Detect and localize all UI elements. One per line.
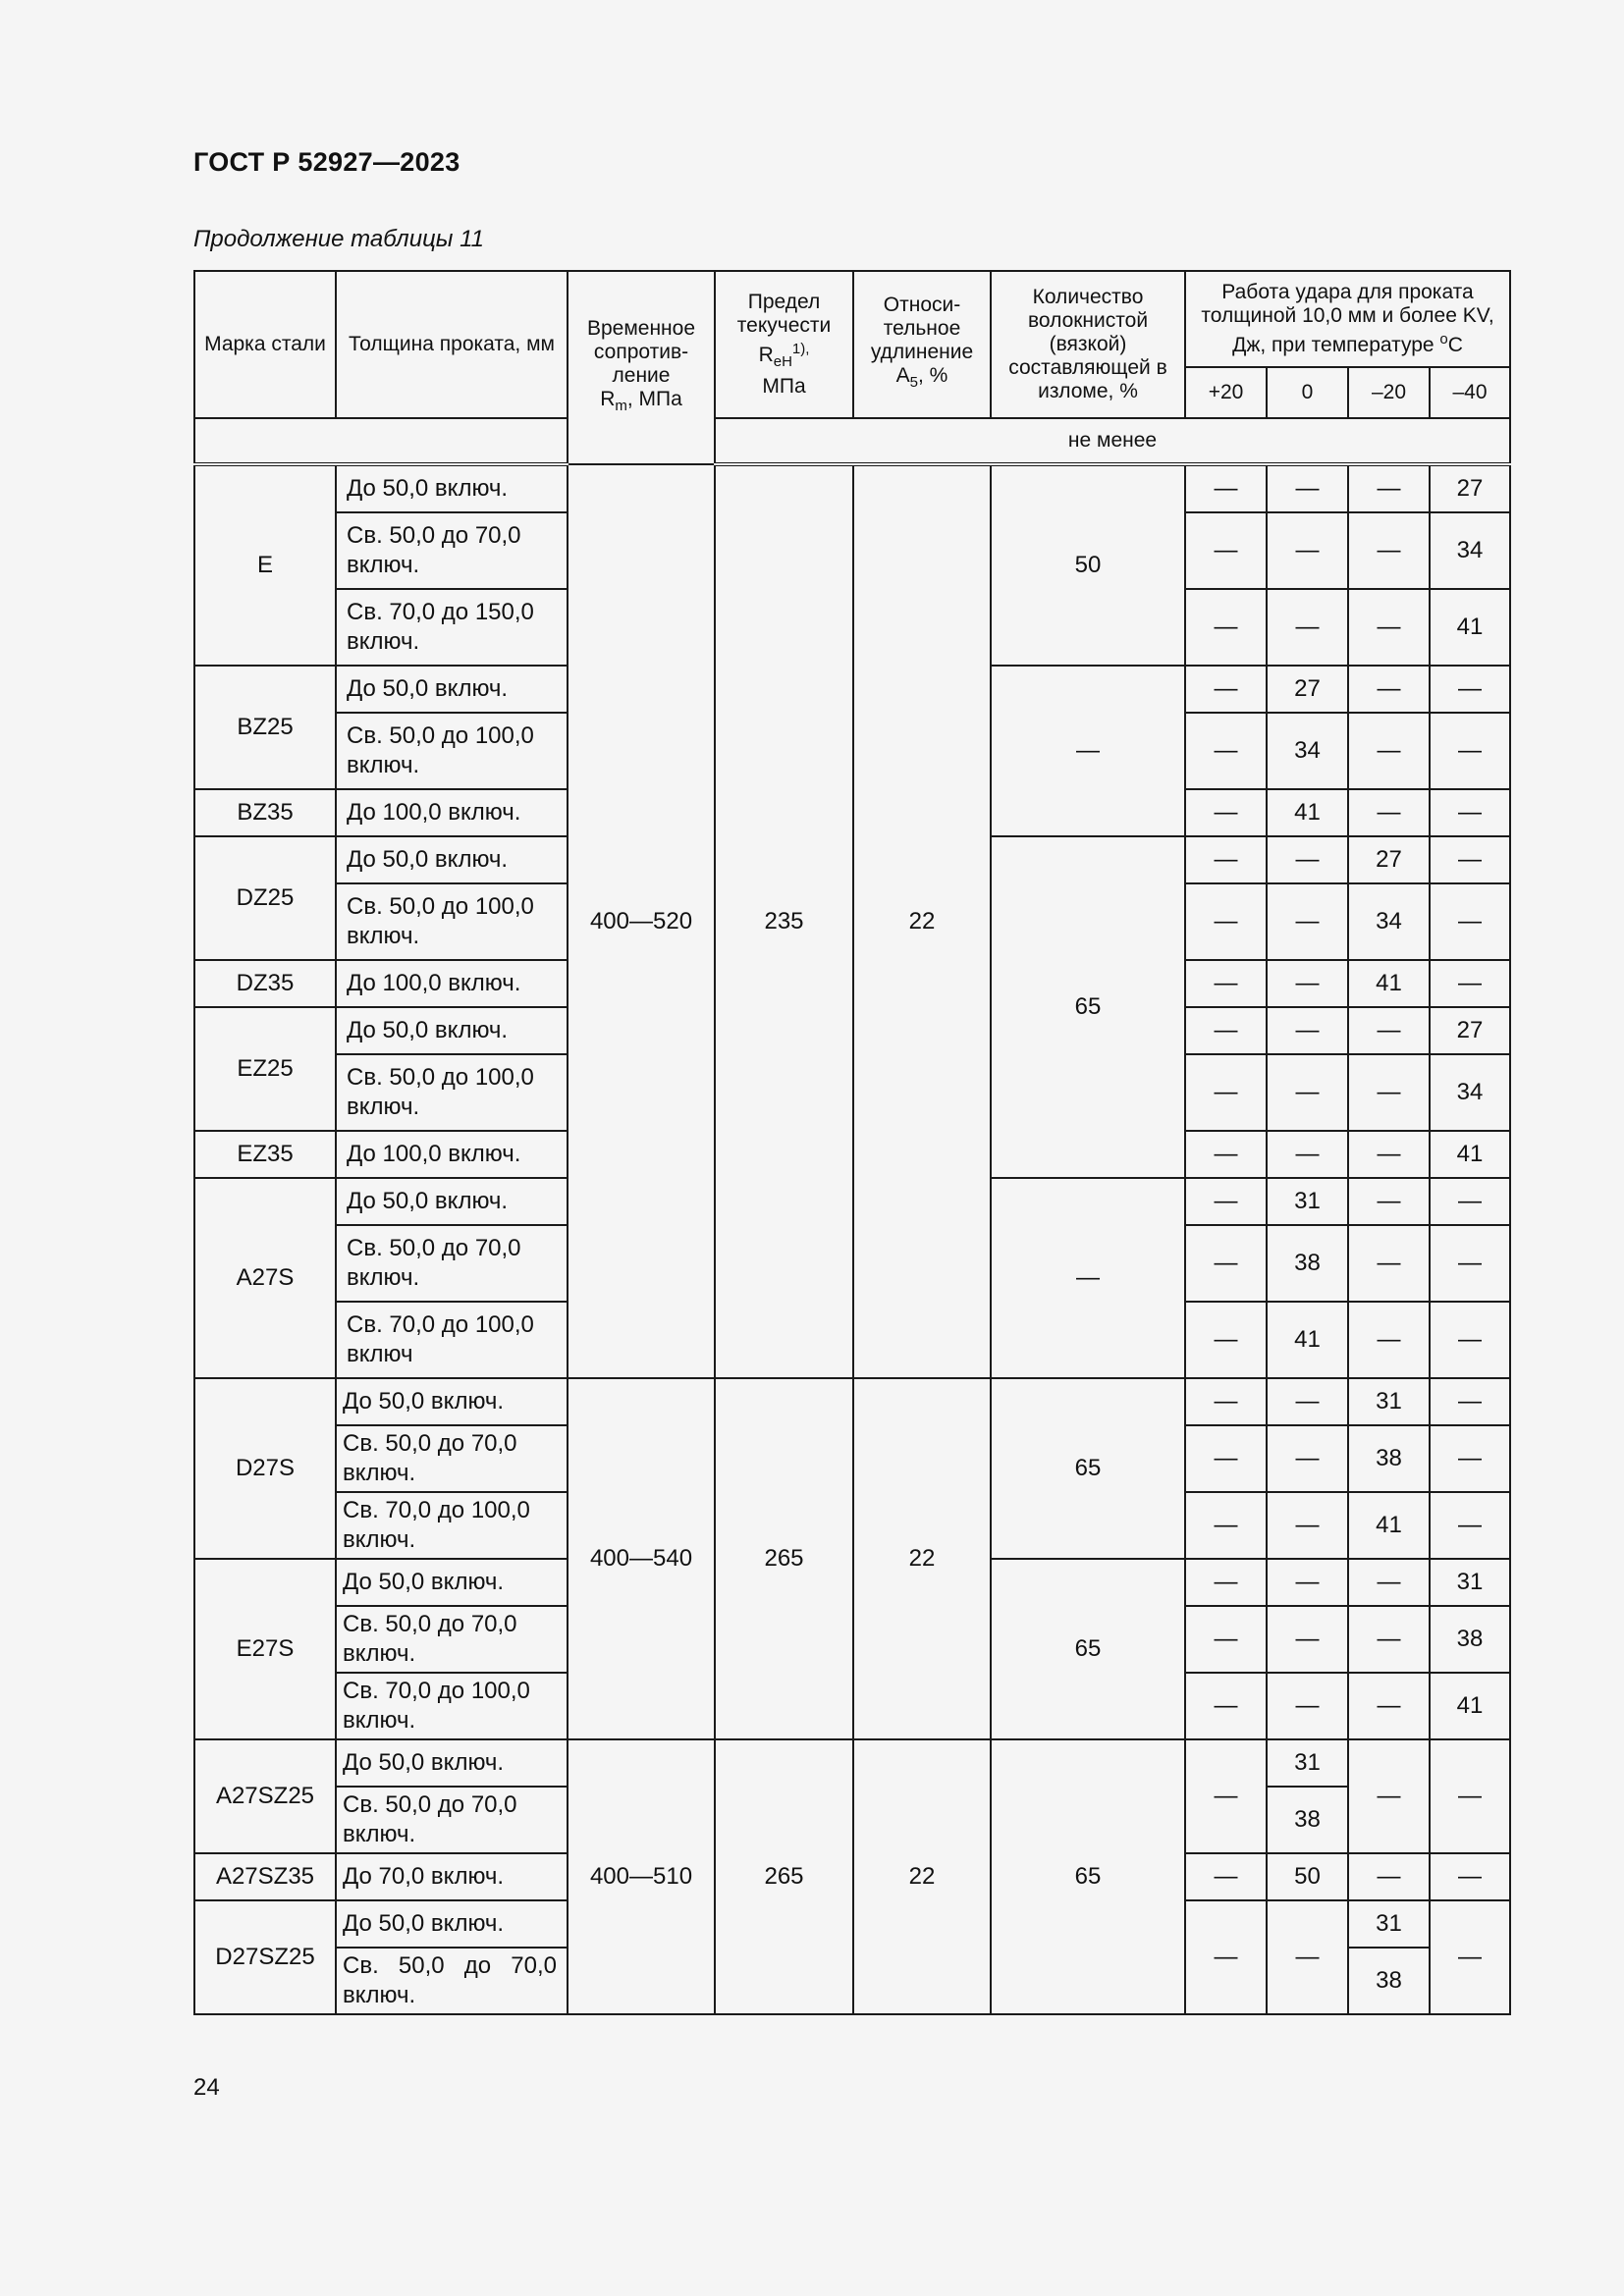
kv-cell: 38 xyxy=(1267,1225,1348,1302)
kv-cell: — xyxy=(1430,1302,1510,1378)
yield-cell: 235 xyxy=(715,464,853,1378)
kv-cell: — xyxy=(1185,836,1267,883)
kv-cell: — xyxy=(1185,512,1267,589)
thickness-cell: До 50,0 включ. xyxy=(336,464,568,512)
grade-cell: DZ25 xyxy=(194,836,336,960)
yield-cell: 265 xyxy=(715,1378,853,1739)
kv-cell: 41 xyxy=(1348,1492,1430,1559)
thickness-cell: Св. 50,0 до 70,0 включ. xyxy=(336,512,568,589)
kv-cell: — xyxy=(1348,1302,1430,1378)
kv-cell: — xyxy=(1348,1225,1430,1302)
kv-cell: — xyxy=(1185,883,1267,960)
thickness-cell: Св. 50,0 до 70,0 включ. xyxy=(336,1948,568,2014)
kv-cell: — xyxy=(1267,960,1348,1007)
header-temp-minus40: –40 xyxy=(1430,367,1510,418)
fiber-cell: 50 xyxy=(991,464,1185,666)
thickness-cell: До 50,0 включ. xyxy=(336,1378,568,1425)
kv-cell: — xyxy=(1267,1673,1348,1739)
thickness-cell: До 100,0 включ. xyxy=(336,1131,568,1178)
kv-cell: — xyxy=(1185,1853,1267,1900)
header-min-note: не менее xyxy=(715,418,1510,464)
grade-cell: EZ35 xyxy=(194,1131,336,1178)
grade-cell: A27SZ25 xyxy=(194,1739,336,1853)
kv-cell: 41 xyxy=(1430,1673,1510,1739)
thickness-cell: Св. 70,0 до 100,0 включ xyxy=(336,1302,568,1378)
kv-cell: — xyxy=(1348,512,1430,589)
kv-cell: 31 xyxy=(1267,1739,1348,1787)
kv-cell: — xyxy=(1185,1559,1267,1606)
kv-cell: — xyxy=(1185,1302,1267,1378)
grade-cell: DZ35 xyxy=(194,960,336,1007)
kv-cell: 34 xyxy=(1267,713,1348,789)
kv-cell: — xyxy=(1185,1425,1267,1492)
elongation-cell: 22 xyxy=(853,1739,991,2014)
thickness-cell: До 50,0 включ. xyxy=(336,1900,568,1948)
thickness-cell: Св. 50,0 до 70,0 включ. xyxy=(336,1787,568,1853)
header-tensile: Временное сопротив-ление $R_m$, МПа xyxy=(568,271,715,464)
kv-cell: — xyxy=(1185,1492,1267,1559)
kv-cell: — xyxy=(1430,1853,1510,1900)
kv-cell: 38 xyxy=(1348,1425,1430,1492)
kv-cell: — xyxy=(1267,1559,1348,1606)
header-blank xyxy=(194,418,568,464)
kv-cell: — xyxy=(1430,1425,1510,1492)
fiber-cell: 65 xyxy=(991,1378,1185,1559)
kv-cell: 41 xyxy=(1348,960,1430,1007)
kv-cell: — xyxy=(1185,960,1267,1007)
kv-cell: 34 xyxy=(1430,512,1510,589)
table-row xyxy=(194,464,1510,512)
kv-cell: — xyxy=(1267,1054,1348,1131)
kv-cell: — xyxy=(1430,1378,1510,1425)
kv-cell: 31 xyxy=(1430,1559,1510,1606)
kv-cell: — xyxy=(1185,1131,1267,1178)
table-row xyxy=(194,1378,1510,1425)
kv-cell: — xyxy=(1267,1492,1348,1559)
kv-cell: — xyxy=(1348,1853,1430,1900)
thickness-cell: До 100,0 включ. xyxy=(336,960,568,1007)
kv-cell: — xyxy=(1185,713,1267,789)
kv-cell: — xyxy=(1185,1739,1267,1853)
kv-cell: — xyxy=(1348,1559,1430,1606)
kv-cell: — xyxy=(1348,1178,1430,1225)
kv-cell: — xyxy=(1430,789,1510,836)
header-temp-0: 0 xyxy=(1267,367,1348,418)
kv-cell: — xyxy=(1185,1673,1267,1739)
grade-cell: A27S xyxy=(194,1178,336,1378)
thickness-cell: Св. 70,0 до 100,0 включ. xyxy=(336,1492,568,1559)
kv-cell: 41 xyxy=(1267,789,1348,836)
header-elongation: Относи-тельное удлинение $A_5$, % xyxy=(853,271,991,418)
kv-cell: — xyxy=(1430,713,1510,789)
header-yield: Предел текучести $R_{eH}^{1),}$ МПа xyxy=(715,271,853,418)
header-thickness: Толщина проката, мм xyxy=(336,271,568,418)
kv-cell: — xyxy=(1430,1900,1510,2014)
kv-cell: — xyxy=(1430,1492,1510,1559)
kv-cell: — xyxy=(1348,589,1430,666)
thickness-cell: Св. 50,0 до 70,0 включ. xyxy=(336,1606,568,1673)
kv-cell: 31 xyxy=(1348,1900,1430,1948)
kv-cell: — xyxy=(1267,464,1348,512)
elongation-cell: 22 xyxy=(853,464,991,1378)
kv-cell: — xyxy=(1267,512,1348,589)
table-caption: Продолжение таблицы 11 xyxy=(193,226,485,252)
kv-cell: — xyxy=(1430,836,1510,883)
kv-cell: — xyxy=(1348,666,1430,713)
kv-cell: 41 xyxy=(1430,589,1510,666)
kv-cell: — xyxy=(1348,1054,1430,1131)
thickness-cell: Св. 70,0 до 100,0 включ. xyxy=(336,1673,568,1739)
kv-cell: 50 xyxy=(1267,1853,1348,1900)
thickness-cell: До 50,0 включ. xyxy=(336,666,568,713)
header-temp-plus20: +20 xyxy=(1185,367,1267,418)
kv-cell: — xyxy=(1430,1225,1510,1302)
fiber-cell: — xyxy=(991,1178,1185,1378)
kv-cell: 38 xyxy=(1348,1948,1430,2014)
grade-cell: A27SZ35 xyxy=(194,1853,336,1900)
kv-cell: 31 xyxy=(1348,1378,1430,1425)
kv-cell: 31 xyxy=(1267,1178,1348,1225)
fiber-cell: 65 xyxy=(991,836,1185,1178)
header-temp-minus20: –20 xyxy=(1348,367,1430,418)
kv-cell: — xyxy=(1348,1673,1430,1739)
kv-cell: 27 xyxy=(1430,464,1510,512)
grade-cell: D27S xyxy=(194,1378,336,1559)
kv-cell: 38 xyxy=(1267,1787,1348,1853)
kv-cell: — xyxy=(1430,1739,1510,1853)
kv-cell: 27 xyxy=(1267,666,1348,713)
thickness-cell: До 100,0 включ. xyxy=(336,789,568,836)
thickness-cell: Св. 50,0 до 70,0 включ. xyxy=(336,1425,568,1492)
thickness-cell: До 50,0 включ. xyxy=(336,836,568,883)
kv-cell: — xyxy=(1185,1054,1267,1131)
kv-cell: — xyxy=(1267,1131,1348,1178)
yield-cell: 265 xyxy=(715,1739,853,2014)
kv-cell: — xyxy=(1267,883,1348,960)
grade-cell: E xyxy=(194,464,336,666)
kv-cell: — xyxy=(1348,1007,1430,1054)
kv-cell: — xyxy=(1185,1606,1267,1673)
kv-cell: — xyxy=(1267,1425,1348,1492)
kv-cell: — xyxy=(1267,1007,1348,1054)
thickness-cell: Св. 70,0 до 150,0 включ. xyxy=(336,589,568,666)
grade-cell: EZ25 xyxy=(194,1007,336,1131)
kv-cell: — xyxy=(1185,1178,1267,1225)
thickness-cell: Св. 50,0 до 70,0 включ. xyxy=(336,1225,568,1302)
grade-cell: BZ25 xyxy=(194,666,336,789)
kv-cell: — xyxy=(1185,1007,1267,1054)
tensile-cell: 400—510 xyxy=(568,1739,715,2014)
header-grade: Марка стали xyxy=(194,271,336,418)
kv-cell: — xyxy=(1185,789,1267,836)
grade-cell: E27S xyxy=(194,1559,336,1739)
kv-cell: — xyxy=(1430,666,1510,713)
header-fiber: Количество волокнистой (вязкой) составляющей в изломе, % xyxy=(991,271,1185,418)
kv-cell: — xyxy=(1267,1900,1348,2014)
steel-properties-table xyxy=(193,270,1511,2015)
kv-cell: — xyxy=(1348,789,1430,836)
thickness-cell: До 50,0 включ. xyxy=(336,1739,568,1787)
thickness-cell: До 50,0 включ. xyxy=(336,1178,568,1225)
page-number: 24 xyxy=(193,2074,220,2101)
kv-cell: — xyxy=(1430,1178,1510,1225)
header-impact: Работа удара для проката толщиной 10,0 мм и более KV, Дж, при температуре $^о$С xyxy=(1185,271,1510,367)
kv-cell: — xyxy=(1267,1378,1348,1425)
grade-cell: D27SZ25 xyxy=(194,1900,336,2014)
kv-cell: — xyxy=(1267,836,1348,883)
kv-cell: 38 xyxy=(1430,1606,1510,1673)
kv-cell: — xyxy=(1185,666,1267,713)
kv-cell: — xyxy=(1267,589,1348,666)
kv-cell: — xyxy=(1348,464,1430,512)
thickness-cell: Св. 50,0 до 100,0 включ. xyxy=(336,1054,568,1131)
fiber-cell: 65 xyxy=(991,1559,1185,1739)
kv-cell: 27 xyxy=(1348,836,1430,883)
kv-cell: 34 xyxy=(1430,1054,1510,1131)
kv-cell: — xyxy=(1267,1606,1348,1673)
kv-cell: — xyxy=(1185,1225,1267,1302)
thickness-cell: Св. 50,0 до 100,0 включ. xyxy=(336,883,568,960)
fiber-cell: — xyxy=(991,666,1185,836)
thickness-cell: До 70,0 включ. xyxy=(336,1853,568,1900)
fiber-cell: 65 xyxy=(991,1739,1185,2014)
elongation-cell: 22 xyxy=(853,1378,991,1739)
kv-cell: — xyxy=(1348,713,1430,789)
thickness-cell: Св. 50,0 до 100,0 включ. xyxy=(336,713,568,789)
kv-cell: — xyxy=(1430,960,1510,1007)
thickness-cell: До 50,0 включ. xyxy=(336,1007,568,1054)
kv-cell: 41 xyxy=(1430,1131,1510,1178)
kv-cell: — xyxy=(1185,464,1267,512)
kv-cell: — xyxy=(1348,1739,1430,1853)
tensile-cell: 400—540 xyxy=(568,1378,715,1739)
table-row xyxy=(194,1739,1510,1787)
kv-cell: — xyxy=(1348,1606,1430,1673)
kv-cell: 34 xyxy=(1348,883,1430,960)
grade-cell: BZ35 xyxy=(194,789,336,836)
kv-cell: — xyxy=(1348,1131,1430,1178)
kv-cell: 41 xyxy=(1267,1302,1348,1378)
kv-cell: 27 xyxy=(1430,1007,1510,1054)
kv-cell: — xyxy=(1185,589,1267,666)
kv-cell: — xyxy=(1185,1378,1267,1425)
kv-cell: — xyxy=(1430,883,1510,960)
thickness-cell: До 50,0 включ. xyxy=(336,1559,568,1606)
document-title: ГОСТ Р 52927—2023 xyxy=(193,147,460,177)
kv-cell: — xyxy=(1185,1900,1267,2014)
tensile-cell: 400—520 xyxy=(568,464,715,1378)
